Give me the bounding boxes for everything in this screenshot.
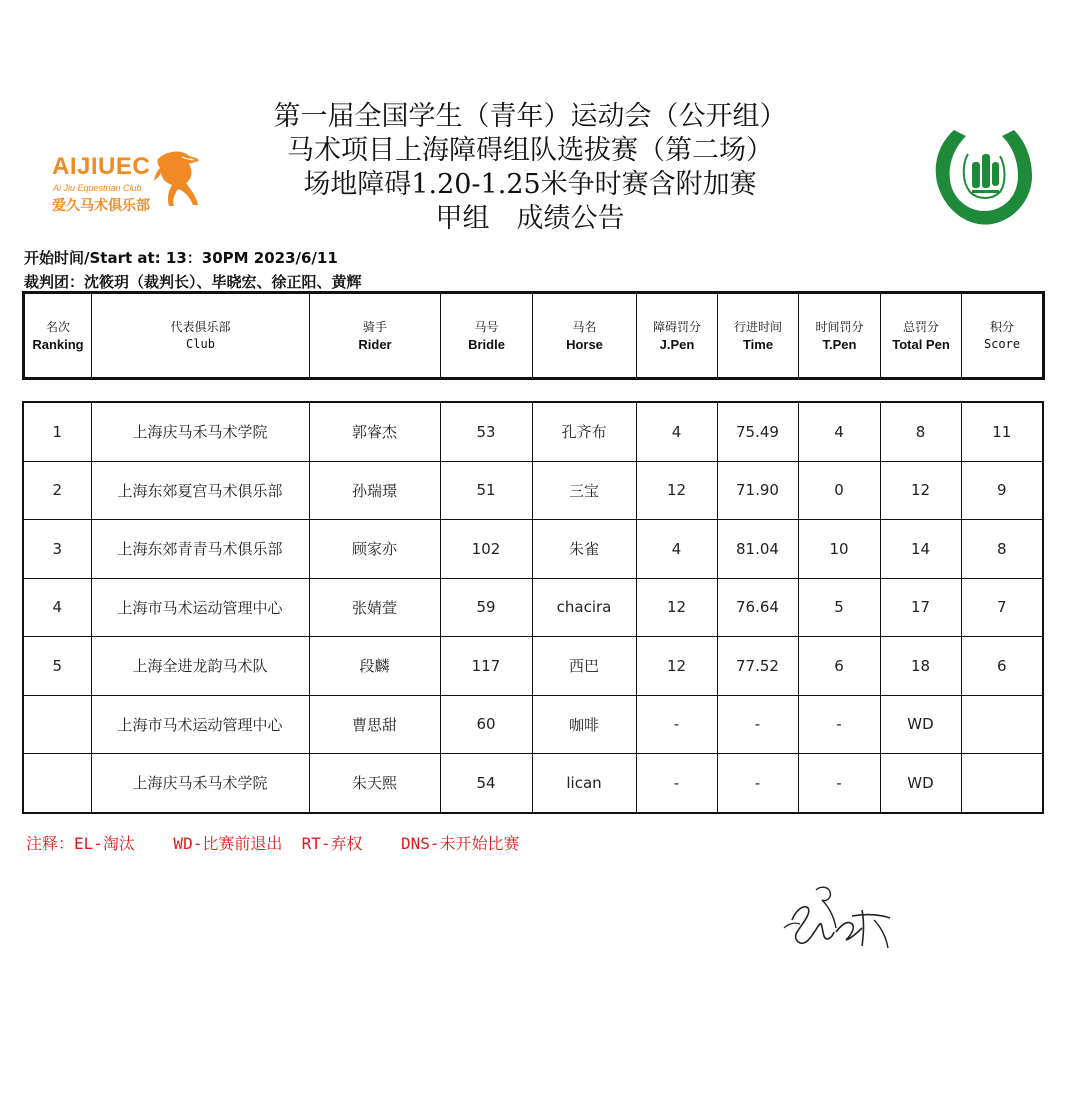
- cell-bridle: 60: [440, 695, 532, 754]
- cell-total-pen: WD: [880, 754, 961, 813]
- cell-horse: lican: [532, 754, 636, 813]
- horseshoe-logo-icon: [932, 124, 1036, 232]
- cell-bridle: 102: [440, 520, 532, 579]
- judges-panel: 裁判团：沈筱玥（裁判长）、毕晓宏、徐正阳、黄辉: [24, 273, 362, 291]
- cell-bridle: 54: [440, 754, 532, 813]
- cell-club: 上海市马术运动管理中心: [91, 695, 309, 754]
- cell-time: -: [717, 695, 798, 754]
- cell-score: 6: [961, 637, 1043, 696]
- cell-rider: 朱天熙: [309, 754, 440, 813]
- cell-horse: 三宝: [532, 461, 636, 520]
- table-row: [23, 637, 1043, 696]
- cell-score: 7: [961, 578, 1043, 637]
- cell-horse: 孔齐布: [532, 402, 636, 461]
- cell-rider: 张婧萱: [309, 578, 440, 637]
- cell-club: 上海市马术运动管理中心: [91, 578, 309, 637]
- cell-ranking: 4: [23, 578, 91, 637]
- col-score: 积分 Score: [962, 293, 1044, 379]
- cell-ranking: 2: [23, 461, 91, 520]
- cell-tpen: 10: [798, 520, 880, 579]
- logo-brand-text: AIJIUEC: [52, 153, 151, 180]
- table-row: [23, 461, 1043, 520]
- results-table: [22, 401, 1044, 814]
- col-bridle: 马号 Bridle: [441, 293, 533, 379]
- document-title: [230, 100, 830, 236]
- title-line-2: 马术项目上海障碍组队选拔赛（第二场）: [287, 135, 773, 166]
- cell-rider: 孙瑞璟: [309, 461, 440, 520]
- cell-total-pen: 18: [880, 637, 961, 696]
- cell-jpen: -: [636, 695, 717, 754]
- cell-tpen: 5: [798, 578, 880, 637]
- cell-ranking: 5: [23, 637, 91, 696]
- results-body: [23, 402, 1043, 813]
- cell-ranking: [23, 754, 91, 813]
- title-line-3: 场地障碍1.20-1.25米争时赛含附加赛: [303, 169, 757, 200]
- cell-tpen: 6: [798, 637, 880, 696]
- table-row: [23, 520, 1043, 579]
- cell-tpen: 0: [798, 461, 880, 520]
- cell-rider: 郭睿杰: [309, 402, 440, 461]
- cell-jpen: 12: [636, 578, 717, 637]
- cell-tpen: 4: [798, 402, 880, 461]
- horse-icon: [152, 149, 202, 209]
- cell-total-pen: 12: [880, 461, 961, 520]
- cell-rider: 段麟: [309, 637, 440, 696]
- table-row: [23, 754, 1043, 813]
- title-line-1: 第一届全国学生（青年）运动会（公开组）: [273, 101, 787, 132]
- cell-total-pen: WD: [880, 695, 961, 754]
- cell-time: 75.49: [717, 402, 798, 461]
- cell-score: 8: [961, 520, 1043, 579]
- cell-bridle: 59: [440, 578, 532, 637]
- cell-total-pen: 17: [880, 578, 961, 637]
- col-jpen: 障碍罚分 J.Pen: [637, 293, 718, 379]
- cell-time: 81.04: [717, 520, 798, 579]
- cell-score: 11: [961, 402, 1043, 461]
- title-line-4: 甲组 成绩公告: [435, 203, 625, 234]
- cell-score: [961, 754, 1043, 813]
- start-time: 开始时间/Start at: 13：30PM 2023/6/11: [24, 249, 338, 267]
- cell-jpen: 12: [636, 461, 717, 520]
- cell-jpen: 12: [636, 637, 717, 696]
- cell-time: 76.64: [717, 578, 798, 637]
- logo-sub-text: Ai Jiu Equestrian Club: [53, 183, 142, 193]
- cell-bridle: 53: [440, 402, 532, 461]
- cell-club: 上海庆马禾马术学院: [91, 754, 309, 813]
- cell-horse: 西巴: [532, 637, 636, 696]
- cell-tpen: -: [798, 695, 880, 754]
- cell-total-pen: 8: [880, 402, 961, 461]
- col-time: 行进时间 Time: [718, 293, 799, 379]
- cell-horse: 咖啡: [532, 695, 636, 754]
- cell-horse: chacira: [532, 578, 636, 637]
- cell-bridle: 117: [440, 637, 532, 696]
- table-row: [23, 578, 1043, 637]
- cell-rider: 顾家亦: [309, 520, 440, 579]
- cell-club: 上海东郊夏宫马术俱乐部: [91, 461, 309, 520]
- cell-time: -: [717, 754, 798, 813]
- col-ranking: 名次 Ranking: [24, 293, 92, 379]
- cell-time: 77.52: [717, 637, 798, 696]
- col-tpen: 时间罚分 T.Pen: [799, 293, 881, 379]
- cell-club: 上海全进龙韵马术队: [91, 637, 309, 696]
- cell-time: 71.90: [717, 461, 798, 520]
- col-club: 代表俱乐部 Club: [92, 293, 310, 379]
- cell-score: 9: [961, 461, 1043, 520]
- cell-tpen: -: [798, 754, 880, 813]
- cell-horse: 朱雀: [532, 520, 636, 579]
- logo-cn-text: 爱久马术俱乐部: [52, 198, 150, 214]
- table-row: [23, 402, 1043, 461]
- cell-total-pen: 14: [880, 520, 961, 579]
- handwritten-signature-icon: [778, 880, 908, 960]
- table-row: [23, 695, 1043, 754]
- cell-rider: 曹思甜: [309, 695, 440, 754]
- cell-ranking: [23, 695, 91, 754]
- cell-jpen: 4: [636, 520, 717, 579]
- cell-jpen: 4: [636, 402, 717, 461]
- cell-score: [961, 695, 1043, 754]
- aijiu-club-logo: [52, 153, 202, 215]
- cell-jpen: -: [636, 754, 717, 813]
- cell-ranking: 1: [23, 402, 91, 461]
- legend-notes: 注释：EL-淘汰 WD-比赛前退出 RT-弃权 DNS-未开始比赛: [26, 834, 520, 853]
- col-horse: 马名 Horse: [533, 293, 637, 379]
- cell-club: 上海庆马禾马术学院: [91, 402, 309, 461]
- cell-bridle: 51: [440, 461, 532, 520]
- results-header: [22, 291, 1045, 380]
- col-rider: 骑手 Rider: [310, 293, 441, 379]
- col-total-pen: 总罚分 Total Pen: [881, 293, 962, 379]
- cell-club: 上海东郊青青马术俱乐部: [91, 520, 309, 579]
- cell-ranking: 3: [23, 520, 91, 579]
